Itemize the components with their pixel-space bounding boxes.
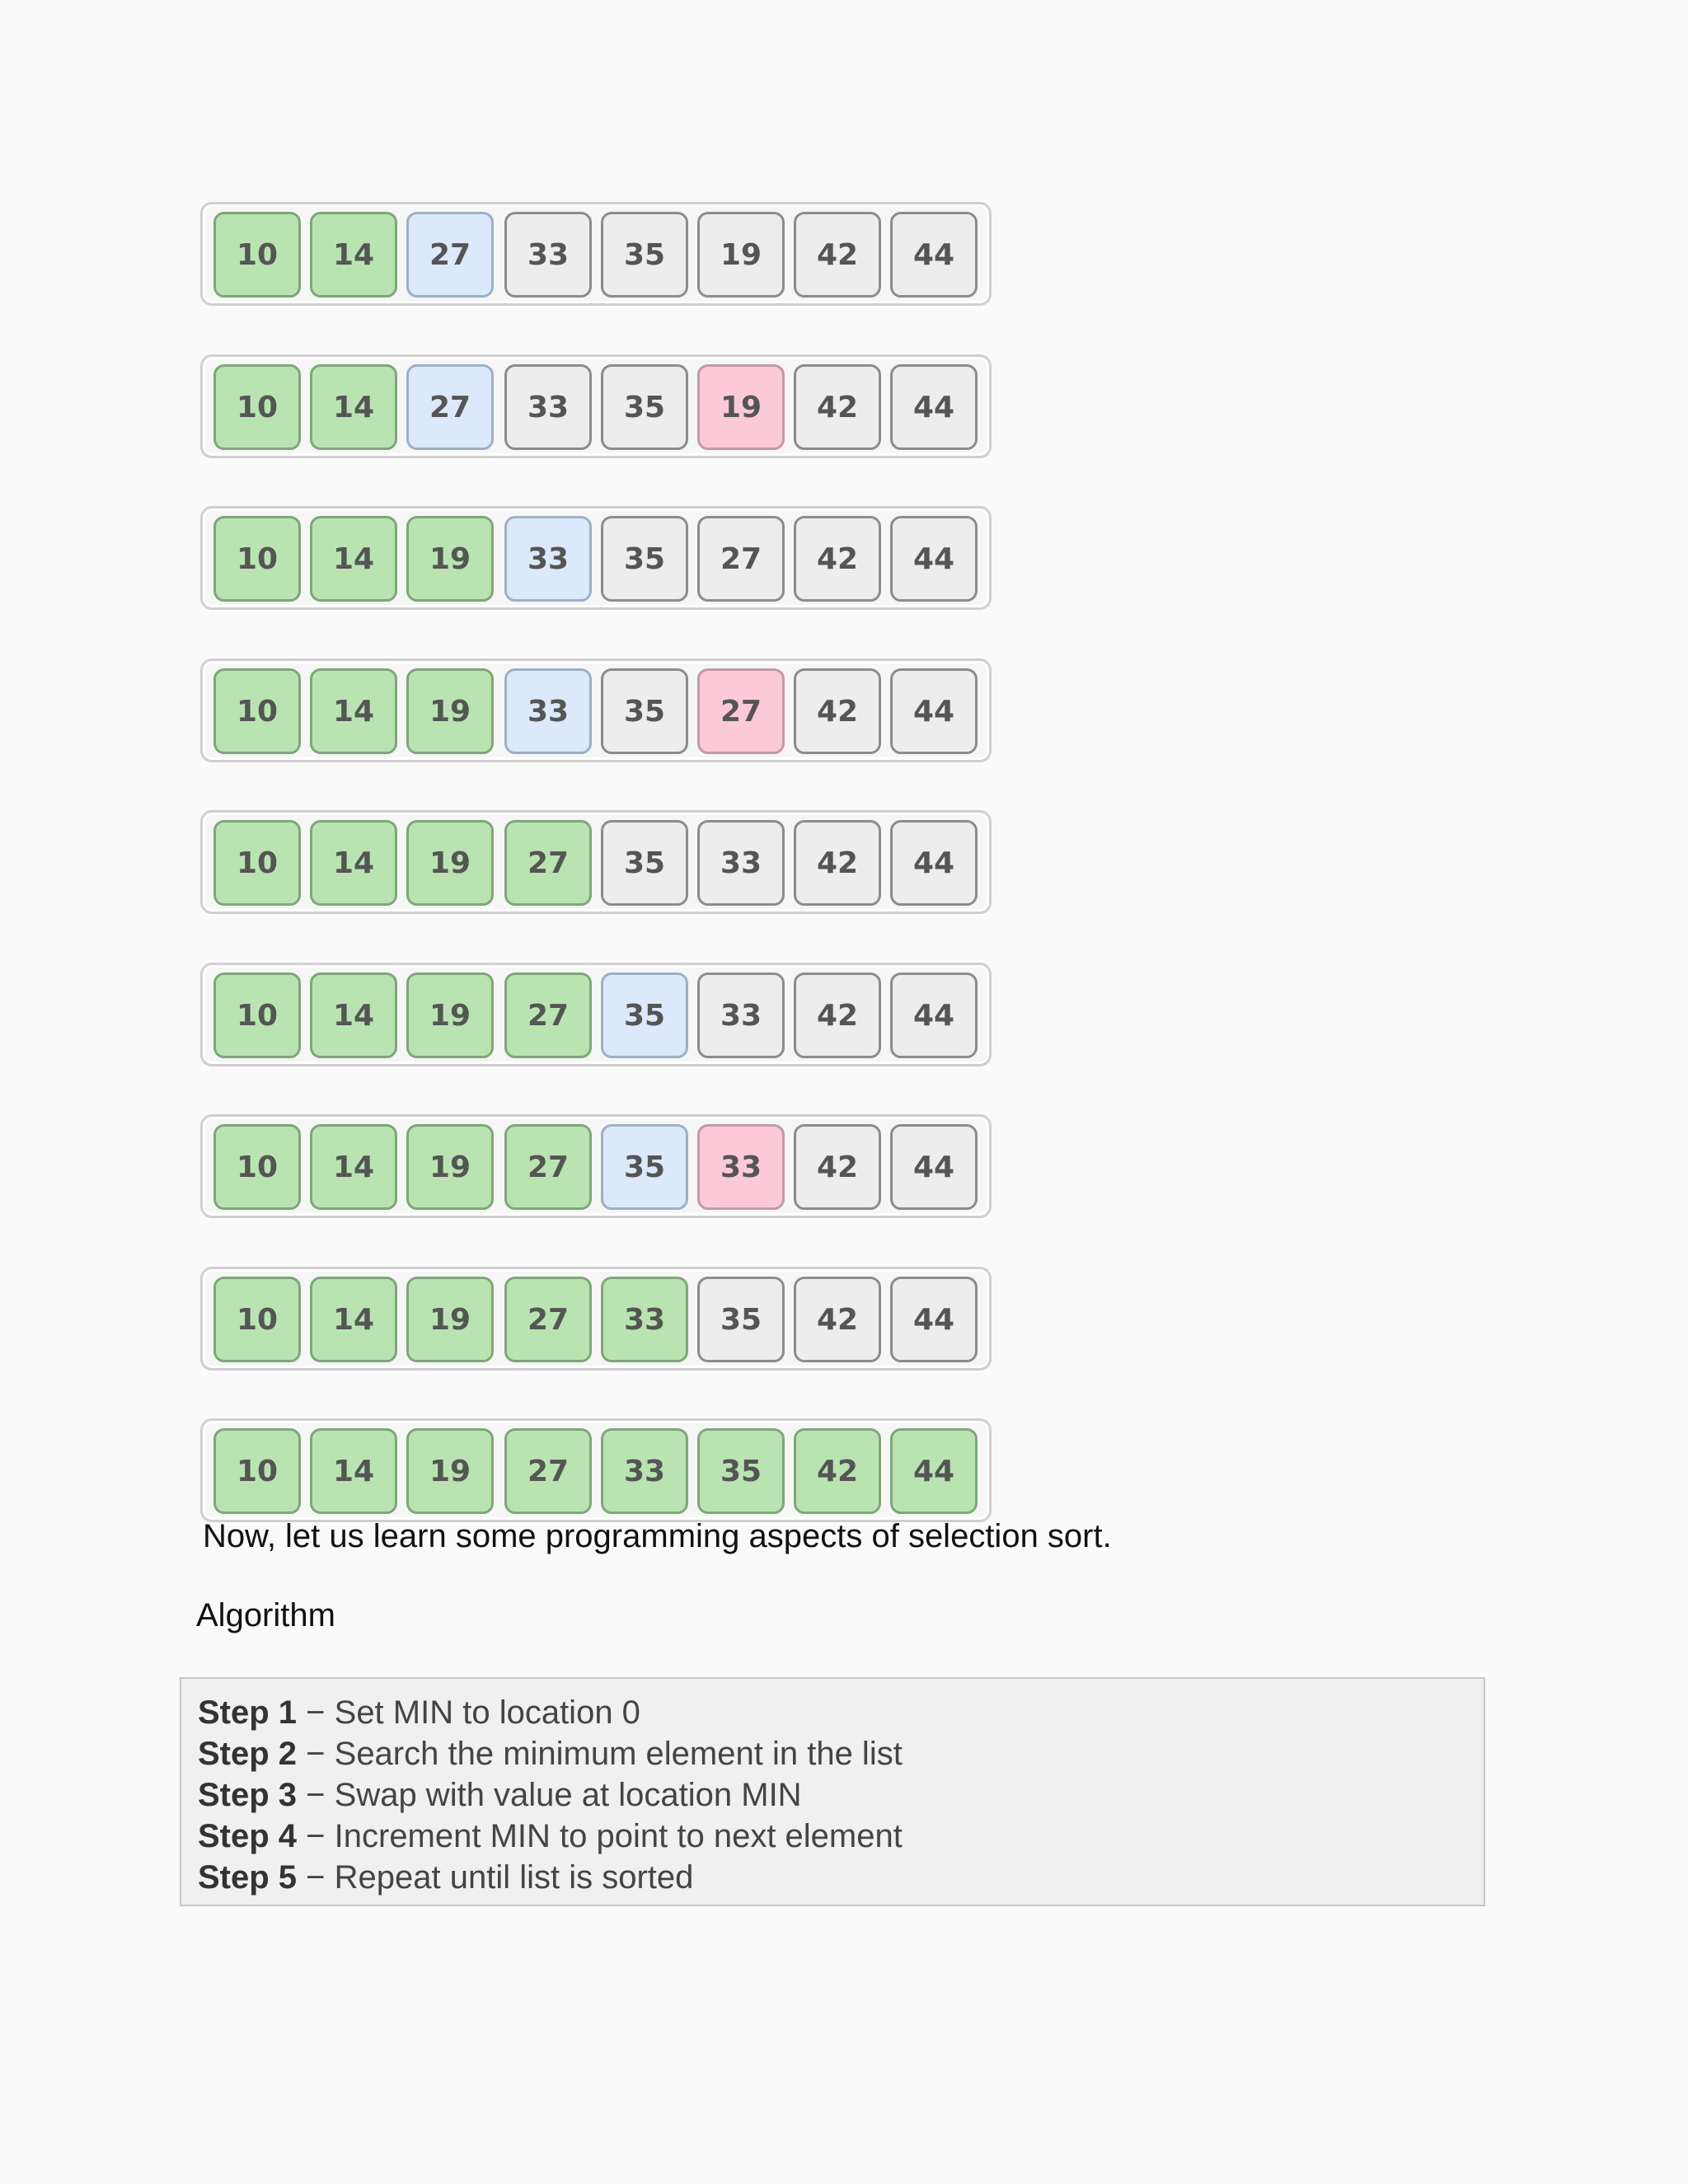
array-cell-unsorted: 44 xyxy=(890,212,978,298)
step-text: − Search the minimum element in the list xyxy=(297,1736,903,1772)
step-text: − Repeat until list is sorted xyxy=(297,1859,694,1896)
array-cell-current: 33 xyxy=(504,668,592,754)
array-cell-unsorted: 33 xyxy=(697,820,785,906)
array-cell-sorted: 14 xyxy=(310,972,397,1058)
array-cell-unsorted: 35 xyxy=(601,668,688,754)
array-cell-unsorted: 35 xyxy=(697,1277,785,1362)
array-cell-unsorted: 42 xyxy=(794,212,881,298)
algorithm-step xyxy=(198,1733,1467,1774)
array-cell-sorted: 27 xyxy=(504,972,592,1058)
array-cell-unsorted: 44 xyxy=(890,668,978,754)
array-cell-unsorted: 33 xyxy=(504,364,592,450)
array-cell-sorted: 27 xyxy=(504,1124,592,1210)
array-cell-sorted: 35 xyxy=(697,1428,785,1514)
array-cell-unsorted: 42 xyxy=(794,364,881,450)
array-cell-sorted: 10 xyxy=(213,516,301,602)
step-text: − Set MIN to location 0 xyxy=(297,1694,640,1731)
array-cell-sorted: 10 xyxy=(213,1277,301,1362)
array-cell-current: 35 xyxy=(601,972,688,1058)
array-cell-sorted: 14 xyxy=(310,364,397,450)
array-row xyxy=(200,202,992,306)
array-cell-unsorted: 44 xyxy=(890,1124,978,1210)
algorithm-box xyxy=(180,1677,1485,1906)
intro-paragraph: Now, let us learn some programming aspects of selection sort. xyxy=(203,1518,1112,1554)
array-cell-unsorted: 35 xyxy=(601,212,688,298)
algorithm-step xyxy=(198,1692,1467,1733)
step-label: Step 4 xyxy=(198,1818,298,1854)
array-cell-sorted: 44 xyxy=(890,1428,978,1514)
array-row xyxy=(200,658,992,762)
step-label: Step 3 xyxy=(198,1777,298,1813)
step-label: Step 5 xyxy=(198,1859,298,1896)
algorithm-step xyxy=(198,1774,1467,1816)
array-cell-sorted: 19 xyxy=(406,516,494,602)
array-cell-min: 33 xyxy=(697,1124,785,1210)
algorithm-heading: Algorithm xyxy=(196,1597,335,1633)
array-cell-unsorted: 35 xyxy=(601,516,688,602)
array-row xyxy=(200,1114,992,1218)
array-cell-current: 33 xyxy=(504,516,592,602)
array-cell-min: 27 xyxy=(697,668,785,754)
array-cell-sorted: 27 xyxy=(504,1277,592,1362)
array-cell-sorted: 19 xyxy=(406,1428,494,1514)
array-cell-unsorted: 44 xyxy=(890,1277,978,1362)
array-cell-unsorted: 44 xyxy=(890,516,978,602)
array-cell-unsorted: 44 xyxy=(890,972,978,1058)
step-label: Step 1 xyxy=(198,1694,298,1731)
array-cell-sorted: 42 xyxy=(794,1428,881,1514)
array-cell-sorted: 19 xyxy=(406,1277,494,1362)
array-cell-min: 19 xyxy=(697,364,785,450)
array-cell-sorted: 19 xyxy=(406,820,494,906)
algorithm-step xyxy=(198,1816,1467,1857)
array-cell-sorted: 14 xyxy=(310,820,397,906)
array-cell-unsorted: 44 xyxy=(890,820,978,906)
array-cell-unsorted: 42 xyxy=(794,668,881,754)
array-cell-unsorted: 27 xyxy=(697,516,785,602)
array-cell-sorted: 10 xyxy=(213,1124,301,1210)
array-cell-unsorted: 35 xyxy=(601,364,688,450)
array-row xyxy=(200,354,992,458)
array-cell-sorted: 14 xyxy=(310,668,397,754)
array-cell-unsorted: 42 xyxy=(794,820,881,906)
array-cell-sorted: 19 xyxy=(406,668,494,754)
array-cell-sorted: 27 xyxy=(504,820,592,906)
array-cell-unsorted: 19 xyxy=(697,212,785,298)
step-text: − Increment MIN to point to next element xyxy=(297,1818,903,1854)
array-cell-sorted: 14 xyxy=(310,1428,397,1514)
array-cell-sorted: 14 xyxy=(310,1277,397,1362)
array-row xyxy=(200,1418,992,1522)
array-cell-sorted: 14 xyxy=(310,1124,397,1210)
array-cell-sorted: 27 xyxy=(504,1428,592,1514)
array-cell-sorted: 14 xyxy=(310,212,397,298)
array-cell-sorted: 33 xyxy=(601,1428,688,1514)
array-cell-sorted: 19 xyxy=(406,972,494,1058)
array-cell-sorted: 19 xyxy=(406,1124,494,1210)
array-cell-sorted: 10 xyxy=(213,668,301,754)
array-cell-current: 27 xyxy=(406,364,494,450)
array-cell-unsorted: 33 xyxy=(697,972,785,1058)
array-cell-unsorted: 42 xyxy=(794,516,881,602)
array-cell-unsorted: 42 xyxy=(794,972,881,1058)
array-cell-current: 35 xyxy=(601,1124,688,1210)
array-row xyxy=(200,1267,992,1371)
array-row xyxy=(200,506,992,610)
array-cell-sorted: 10 xyxy=(213,820,301,906)
array-cell-sorted: 10 xyxy=(213,364,301,450)
array-cell-unsorted: 44 xyxy=(890,364,978,450)
array-row xyxy=(200,963,992,1066)
array-cell-sorted: 10 xyxy=(213,212,301,298)
array-cell-current: 27 xyxy=(406,212,494,298)
array-cell-sorted: 10 xyxy=(213,1428,301,1514)
array-cell-sorted: 10 xyxy=(213,972,301,1058)
array-row xyxy=(200,810,992,914)
step-label: Step 2 xyxy=(198,1736,298,1772)
array-cell-unsorted: 42 xyxy=(794,1124,881,1210)
step-text: − Swap with value at location MIN xyxy=(297,1777,802,1813)
array-cell-unsorted: 42 xyxy=(794,1277,881,1362)
array-cell-sorted: 14 xyxy=(310,516,397,602)
array-cell-unsorted: 33 xyxy=(504,212,592,298)
algorithm-step xyxy=(198,1857,1467,1898)
array-cell-sorted: 33 xyxy=(601,1277,688,1362)
array-cell-unsorted: 35 xyxy=(601,820,688,906)
